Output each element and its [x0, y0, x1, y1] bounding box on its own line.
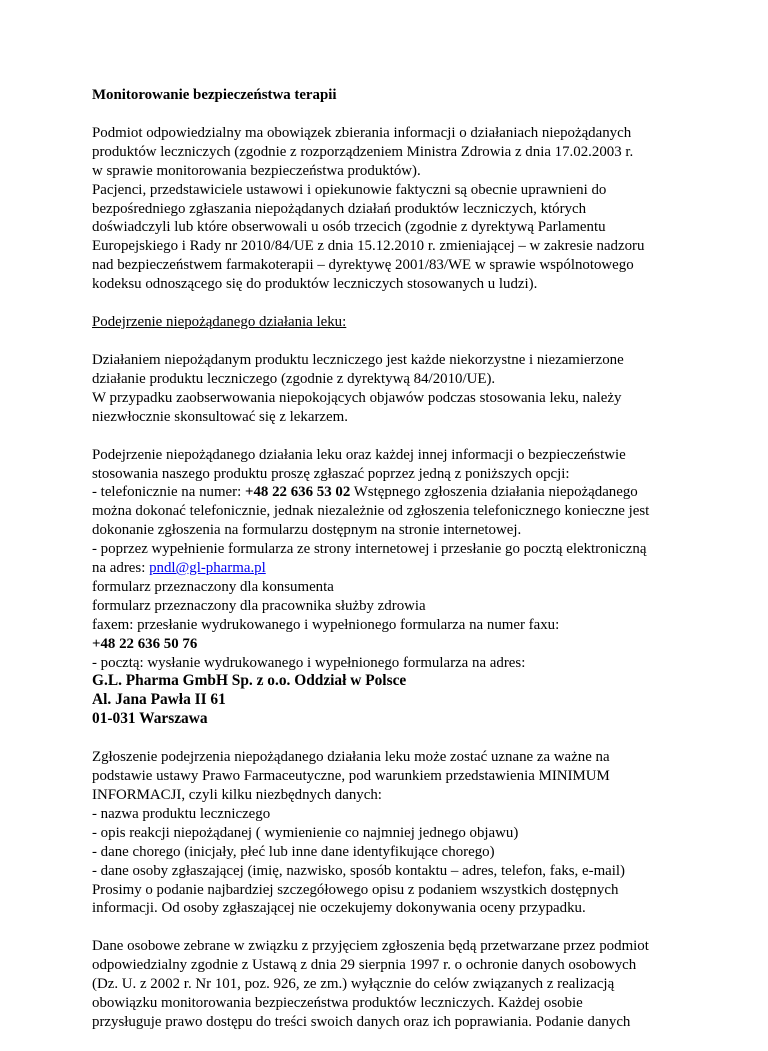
definition-line: niezwłocznie skonsultować się z lekarzem. — [92, 408, 348, 425]
intro-line: doświadczyli lub które obserwowali u osób trzecich (zgodnie z dyrektywą Parlamentu — [92, 219, 606, 236]
definition-line: W przypadku zaobserwowania niepokojących objawów podczas stosowania leku, należy — [92, 389, 622, 406]
data-protection-line: przysługuje prawo dostępu do treści swoich danych oraz ich poprawiania. Podanie danych — [92, 1013, 631, 1030]
page-title: Monitorowanie bezpieczeństwa terapii — [92, 87, 337, 103]
minimum-info-line: informacji. Od osoby zgłaszającej nie oczekujemy dokonywania oceny przypadku. — [92, 900, 586, 917]
data-protection-line: odpowiedzialny zgodnie z Ustawą z dnia 29 sierpnia 1997 r. o ochronie danych osobowych — [92, 957, 637, 974]
intro-line: w sprawie monitorowania bezpieczeństwa produktów). — [92, 162, 421, 179]
post-line: - pocztą: wysłanie wydrukowanego i wypełnionego formularza na adres: — [92, 654, 526, 671]
intro-line: produktów leczniczych (zgodnie z rozporządzeniem Ministra Zdrowia z dnia 17.02.2003 r. — [92, 143, 634, 160]
data-protection-line: obowiązku monitorowania bezpieczeństwa produktów leczniczych. Każdej osobie — [92, 995, 583, 1012]
fax-line: faxem: przesłanie wydrukowanego i wypełnionego formularza na numer faxu: — [92, 616, 560, 633]
minimum-info-item: - opis reakcji niepożądanej ( wymienienie co najmniej jednego objawu) — [92, 824, 519, 841]
intro-line: bezpośredniego zgłaszania niepożądanych działań produktów leczniczych, których — [92, 200, 587, 217]
email-prefix: na adres: — [92, 560, 150, 577]
intro-line: kodeksu odnoszącego się do produktów leczniczych stosowanych u ludzi). — [92, 276, 538, 293]
intro-line: Podmiot odpowiedzialny ma obowiązek zbierania informacji o działaniach niepożądanych — [92, 124, 632, 141]
minimum-info-line: Prosimy o podanie najbardziej szczegółowego opisu z podaniem wszystkich dostępnych — [92, 881, 619, 898]
fax-number: +48 22 636 50 76 — [92, 635, 198, 652]
reporting-line: można dokonać telefonicznie, jednak niezależnie od zgłoszenia telefonicznego konieczne jest — [92, 503, 650, 520]
form-consumer-link[interactable]: formularz przeznaczony dla konsumenta — [92, 578, 334, 595]
data-protection-paragraph — [92, 937, 732, 1032]
minimum-info-item: - nazwa produktu leczniczego — [92, 805, 271, 822]
definition-line: Działaniem niepożądanym produktu leczniczego jest każde niekorzystne i niezamierzone — [92, 351, 624, 368]
phone-suffix: Wstępnego zgłoszenia działania niepożądanego — [350, 484, 638, 501]
email-link[interactable]: pndl@gl-pharma.pl — [149, 560, 266, 577]
reporting-line: - poprzez wypełnienie formularza ze strony internetowej i przesłanie go pocztą elektroniczną — [92, 541, 647, 558]
minimum-info-item: - dane osoby zgłaszającej (imię, nazwisko, sposób kontaktu – adres, telefon, faks, e-mail) — [92, 862, 625, 879]
intro-paragraph — [92, 124, 732, 294]
minimum-info-line: Zgłoszenie podejrzenia niepożądanego działania leku może zostać uznane za ważne na — [92, 749, 610, 766]
address-street: Al. Jana Pawła II 61 — [92, 691, 226, 709]
definition-line: działanie produktu leczniczego (zgodnie z dyrektywą 84/2010/UE). — [92, 370, 496, 387]
phone-number: +48 22 636 53 02 — [244, 484, 351, 501]
data-protection-line: Dane osobowe zebrane w związku z przyjęciem zgłoszenia będą przetwarzane przez podmiot — [92, 938, 649, 955]
reporting-line: Podejrzenie niepożądanego działania leku oraz każdej innej informacji o bezpieczeństwie — [92, 446, 626, 463]
minimum-info-item: - dane chorego (inicjały, płeć lub inne dane identyfikujące chorego) — [92, 843, 495, 860]
phone-line — [92, 483, 732, 502]
intro-line: Europejskiego i Rady nr 2010/84/UE z dnia 15.12.2010 r. zmieniającej – w zakresie nadzoru — [92, 238, 645, 255]
data-protection-line: (Dz. U. z 2002 r. Nr 101, poz. 926, ze zm.) wyłącznie do celów związanych z realizacją — [92, 976, 615, 993]
reporting-line: stosowania naszego produktu proszę zgłaszać poprzez jedną z poniższych opcji: — [92, 465, 570, 482]
intro-line: nad bezpieczeństwem farmakoterapii – dyrektywę 2001/83/WE w sprawie wspólnotowego — [92, 257, 634, 274]
address-city: 01-031 Warszawa — [92, 710, 208, 728]
minimum-info-line: INFORMACJI, czyli kilku niezbędnych danych: — [92, 787, 382, 803]
section-heading: Podejrzenie niepożądanego działania leku: — [92, 314, 347, 331]
email-line — [92, 559, 732, 578]
definition-paragraph — [92, 351, 732, 427]
reporting-paragraph — [92, 446, 732, 730]
address-company: G.L. Pharma GmbH Sp. z o.o. Oddział w Polsce — [92, 672, 407, 690]
reporting-line: dokonanie zgłoszenia na formularzu dostępnym na stronie internetowej. — [92, 522, 522, 539]
document-content — [92, 86, 732, 1051]
minimum-info-paragraph — [92, 748, 732, 918]
intro-line: Pacjenci, przedstawiciele ustawowi i opiekunowie faktyczni są obecnie uprawnieni do — [92, 181, 607, 198]
form-health-link[interactable]: formularz przeznaczony dla pracownika służby zdrowia — [92, 597, 426, 614]
phone-prefix: - telefonicznie na numer: — [92, 484, 245, 501]
minimum-info-line: podstawie ustawy Prawo Farmaceutyczne, pod warunkiem przedstawienia MINIMUM — [92, 768, 610, 785]
